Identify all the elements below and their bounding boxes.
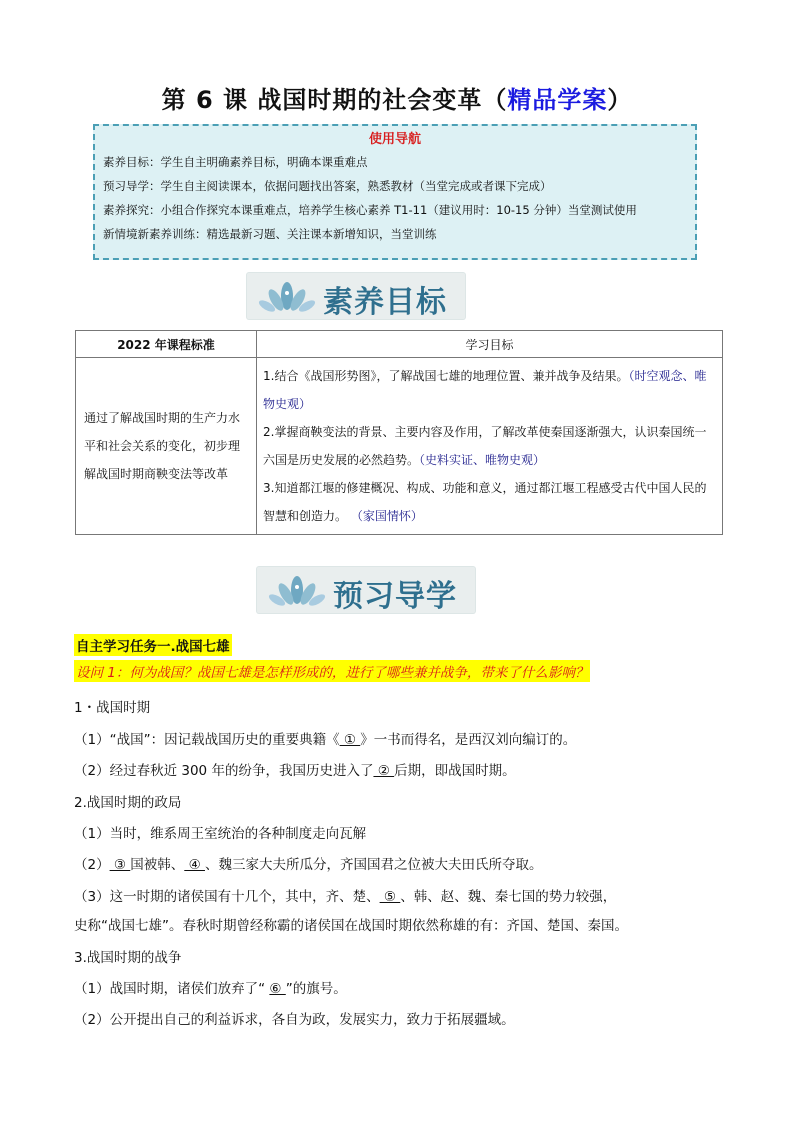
blank-5[interactable]: ⑤ bbox=[379, 889, 401, 905]
section-3b: （2）公开提出自己的利益诉求，各自为政，发展实力，致力于拓展疆域。 bbox=[74, 1012, 515, 1028]
goal-item: 2.掌握商鞅变法的背景、主要内容及作用，了解改革使秦国逐渐强大，认识秦国统一六国是历史发展的必然趋势。（史料实证、唯物史观） bbox=[263, 425, 707, 467]
preview-banner-text: 预习导学 bbox=[333, 579, 457, 614]
section-2c: （3）这一时期的诸侯国有十几个，其中，齐、楚、 ⑤ 、韩、赵、魏、秦七国的势力较强， bbox=[74, 889, 617, 905]
task-heading: 自主学习任务一.战国七雄 bbox=[74, 634, 232, 656]
goals-cell bbox=[257, 358, 723, 535]
goals-table bbox=[75, 330, 723, 535]
title-main: 第 6 课 战国时期的社会变革（ bbox=[161, 86, 508, 114]
nav-line-explore: 素养探究：小组合作探究本课重难点，培养学生核心素养 T1-11（建议用时：10-15 分钟）当堂测试使用 bbox=[103, 203, 637, 217]
page-title bbox=[0, 80, 794, 115]
blank-6[interactable]: ⑥ bbox=[269, 981, 286, 997]
goal-item: 3.知道都江堰的修建概况、构成、功能和意义，通过都江堰工程感受古代中国人民的智慧和创造力。 （家国情怀） bbox=[263, 481, 707, 523]
preview-banner bbox=[257, 567, 475, 613]
blank-4[interactable]: ④ bbox=[184, 857, 205, 873]
section-1b: （2）经过春秋近 300 年的纷争，我国历史进入了 ② 后期，即战国时期。 bbox=[74, 763, 516, 779]
blank-1[interactable]: ① bbox=[339, 732, 361, 748]
usage-nav-box bbox=[93, 124, 697, 260]
goals-banner-text: 素养目标 bbox=[323, 285, 447, 320]
goal-item: 1.结合《战国形势图》，了解战国七雄的地理位置、兼并战争及结果。（时空观念、唯物史观） bbox=[263, 369, 707, 411]
blank-2[interactable]: ② bbox=[373, 763, 395, 779]
section-3-title: 3.战国时期的战争 bbox=[74, 950, 182, 966]
standard-cell: 通过了解战国时期的生产力水平和社会关系的变化，初步理解战国时期商鞅变法等改革 bbox=[76, 358, 257, 535]
nav-line-goals: 素养目标：学生自主明确素养目标，明确本课重难点 bbox=[103, 155, 368, 169]
section-1a: （1）“战国”：因记载战国历史的重要典籍《 ① 》一书而得名，是西汉刘向编订的。 bbox=[74, 732, 577, 748]
table-header-standard: 2022 年课程标准 bbox=[76, 331, 257, 358]
section-2c-line2: 史称“战国七雄”。春秋时期曾经称霸的诸侯国在战国时期依然称雄的有：齐国、楚国、秦国。 bbox=[74, 918, 628, 934]
section-2-title: 2.战国时期的政局 bbox=[74, 795, 182, 811]
table-header-goals: 学习目标 bbox=[257, 331, 723, 358]
lotus-icon bbox=[257, 279, 317, 315]
lotus-icon bbox=[267, 573, 327, 609]
goals-banner bbox=[247, 273, 465, 319]
section-3a: （1）战国时期，诸侯们放弃了“ ⑥ ”的旗号。 bbox=[74, 981, 347, 997]
question-1: 设问 1：何为战国？战国七雄是怎样形成的，进行了哪些兼并战争，带来了什么影响？ bbox=[74, 660, 590, 682]
title-tail: ） bbox=[607, 86, 633, 114]
blank-3[interactable]: ③ bbox=[109, 857, 131, 873]
section-2a: （1）当时，维系周王室统治的各种制度走向瓦解 bbox=[74, 826, 367, 842]
section-2b: （2） ③ 国被韩、 ④ 、魏三家大夫所瓜分，齐国国君之位被大夫田氏所夺取。 bbox=[74, 857, 543, 873]
section-1-title: 1・战国时期 bbox=[74, 700, 151, 716]
nav-line-training: 新情境新素养训练：精选最新习题、关注课本新增知识，当堂训练 bbox=[103, 227, 437, 241]
nav-line-preview: 预习导学：学生自主阅读课本，依据问题找出答案，熟悉教材（当堂完成或者课下完成） bbox=[103, 179, 552, 193]
nav-heading: 使用导航 bbox=[368, 132, 421, 147]
title-highlight: 精品学案 bbox=[507, 86, 608, 114]
